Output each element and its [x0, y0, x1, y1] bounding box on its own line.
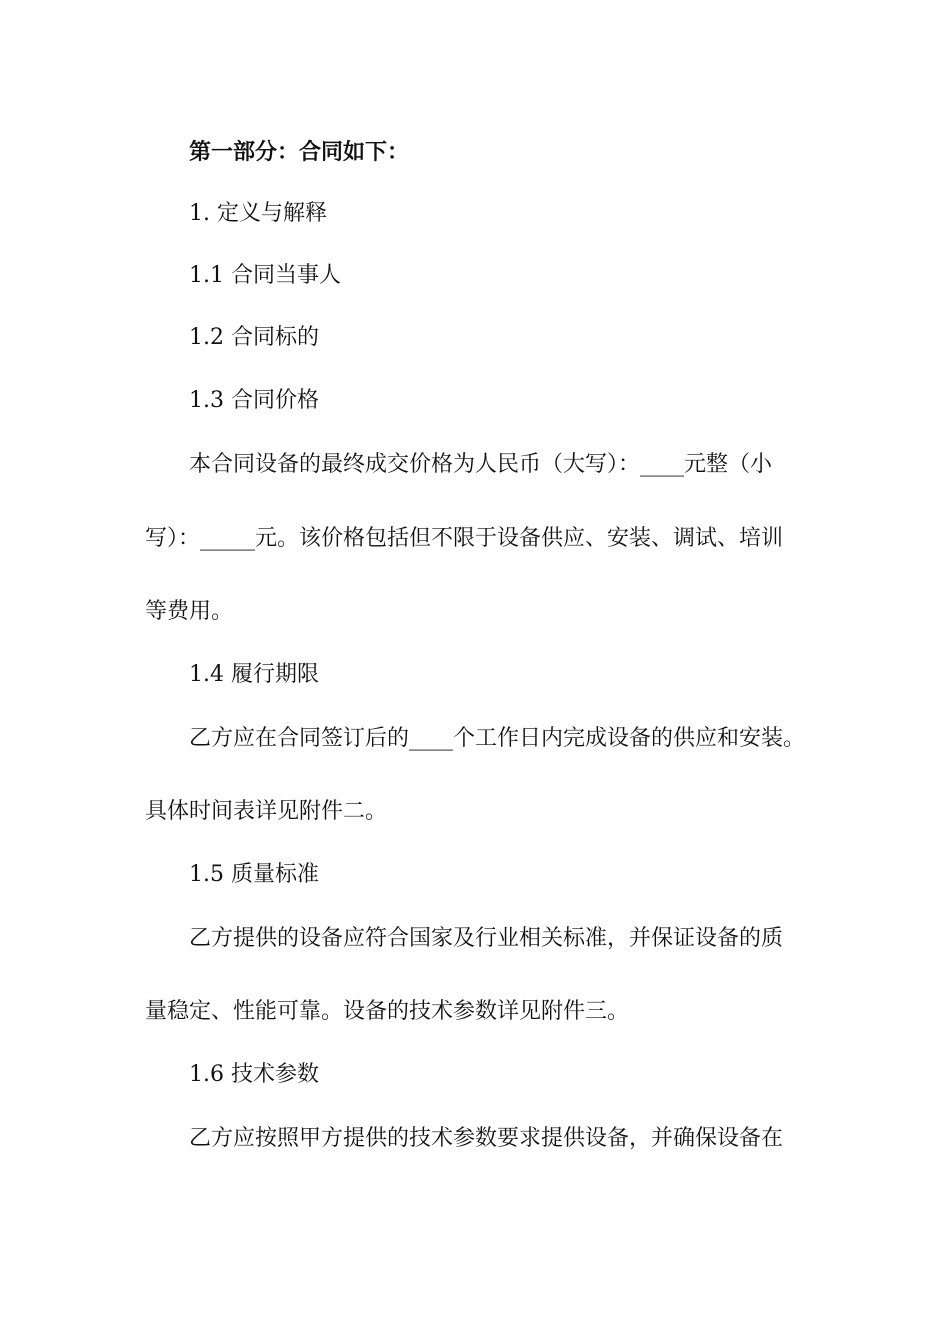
clause-1-6-title: 1.6 技术参数: [189, 1062, 319, 1087]
clause-1-title: 1. 定义与解释: [189, 201, 327, 226]
clause-1-2-title: 1.2 合同标的: [189, 325, 319, 350]
tech-paragraph-line-1: 乙方应按照甲方提供的技术参数要求提供设备，并确保设备在: [189, 1126, 784, 1151]
clause-1-1-title: 1.1 合同当事人: [189, 263, 341, 288]
clause-1-5-title: 1.5 质量标准: [189, 862, 319, 887]
price-paragraph-line-2: 写）：_____元。该价格包括但不限于设备供应、安装、调试、培训: [145, 526, 784, 551]
term-paragraph-line-2: 具体时间表详见附件二。: [145, 799, 388, 824]
clause-1-3-title: 1.3 合同价格: [189, 388, 319, 413]
price-paragraph-line-1: 本合同设备的最终成交价格为人民币（大写）：____元整（小: [189, 452, 773, 477]
section-heading: 第一部分：合同如下：: [189, 139, 410, 165]
quality-paragraph-line-2: 量稳定、性能可靠。设备的技术参数详见附件三。: [145, 999, 630, 1024]
price-paragraph-line-3: 等费用。: [145, 599, 234, 624]
quality-paragraph-line-1: 乙方提供的设备应符合国家及行业相关标准，并保证设备的质: [189, 926, 784, 951]
term-paragraph-line-1: 乙方应在合同签订后的____个工作日内完成设备的供应和安装。: [189, 726, 806, 751]
clause-1-4-title: 1.4 履行期限: [189, 662, 319, 687]
